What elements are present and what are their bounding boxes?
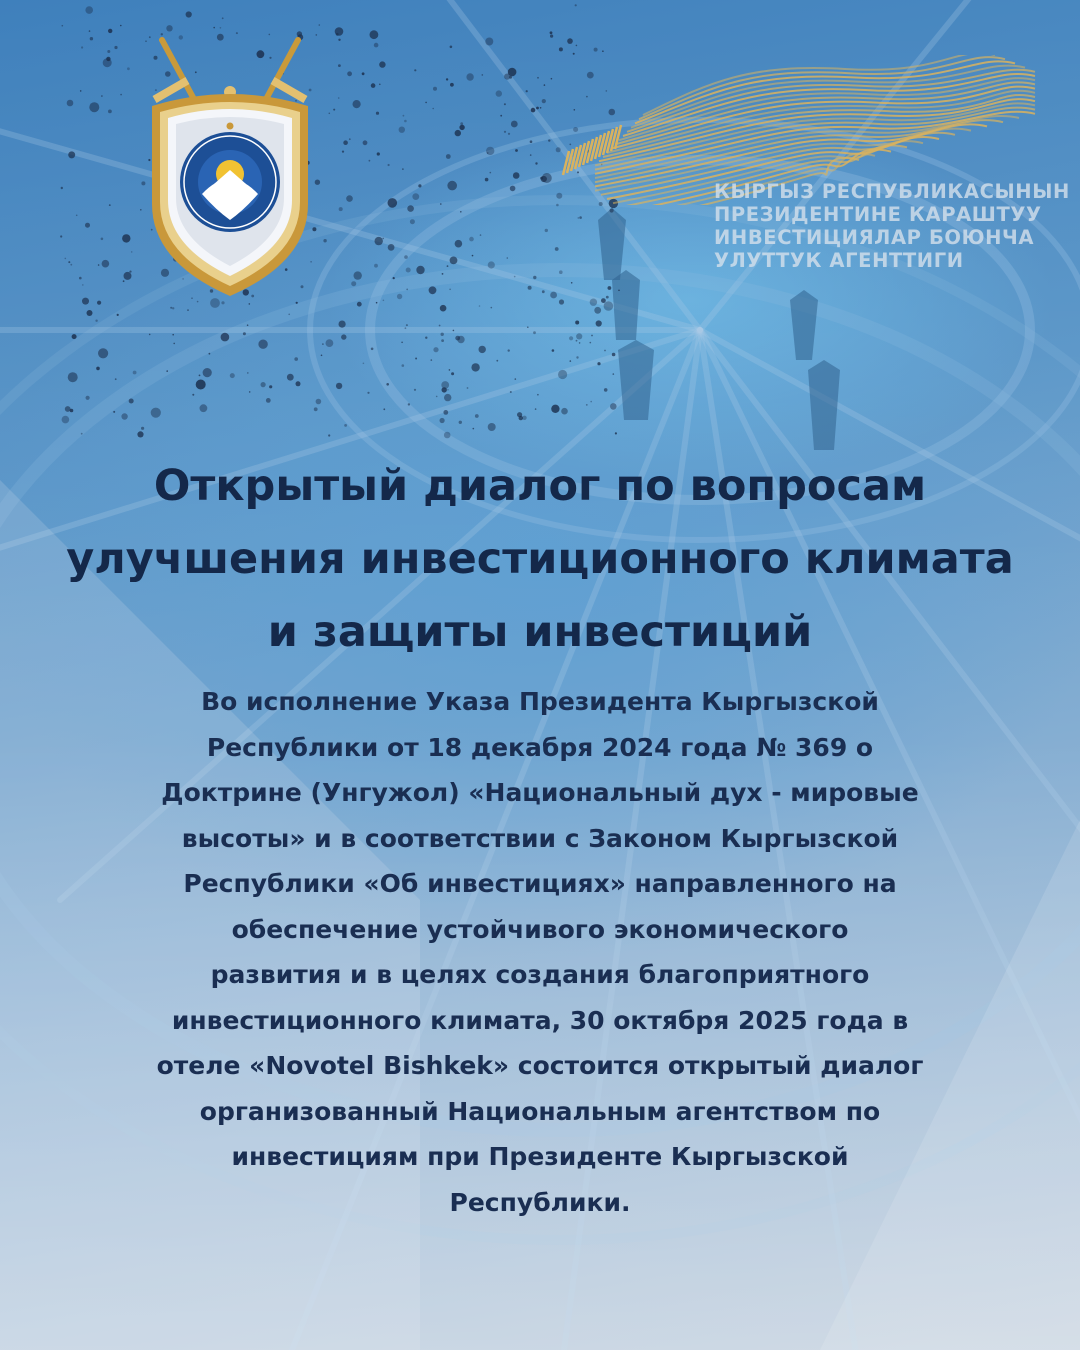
announcement-line: Республики от 18 декабря 2024 года № 369 о [206, 732, 874, 762]
prosecutor-emblem-icon [140, 34, 320, 304]
announcement-line: Во исполнение Указа Президента Кыргызской [201, 687, 879, 716]
agency-name-line: КЫРГЫЗ РЕСПУБЛИКАСЫНЫН [714, 180, 1070, 203]
agency-name [714, 180, 1074, 272]
announcement-text [40, 679, 1040, 1225]
headline [20, 450, 1060, 669]
headline-line: улучшения инвестиционного климата [66, 534, 1014, 584]
announcement-line: развития и в целях создания благоприятного [210, 960, 870, 989]
announcement-line: инвестициям при Президенте Кыргызской [231, 1142, 849, 1171]
announcement-line: Республики «Об инвестициях» направленного на [183, 869, 897, 898]
headline-line: и защиты инвестиций [267, 607, 813, 657]
announcement-line: организованный Национальным агентством по [199, 1096, 881, 1126]
agency-name-line: ИНВЕСТИЦИЯЛАР БОЮНЧА [714, 226, 1035, 249]
announcement-line: инвестиционного климата, 30 октября 2025 года в [171, 1005, 909, 1035]
agency-name-line: ПРЕЗИДЕНТИНЕ КАРАШТУУ [714, 203, 1042, 226]
announcement-line: отеле «Novotel Bishkek» состоится открытый диалог [156, 1051, 924, 1080]
announcement-line: обеспечение устойчивого экономического [231, 914, 849, 944]
agency-name-line: УЛУТТУК АГЕНТТИГИ [714, 249, 964, 272]
announcement-line: Доктрине (Унгужол) «Национальный дух - мировые [161, 778, 919, 807]
announcement-line: Республики. [449, 1187, 631, 1217]
headline-line: Открытый диалог по вопросам [153, 461, 927, 511]
announcement-line: высоты» и в соответствии с Законом Кыргызской [181, 823, 899, 853]
